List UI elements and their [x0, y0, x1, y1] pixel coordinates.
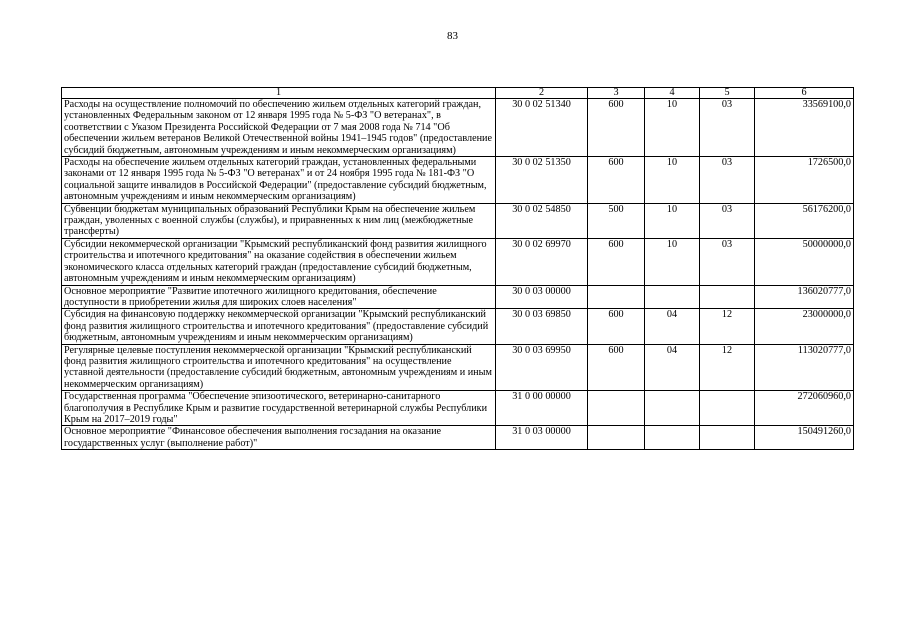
row-col4 [645, 426, 700, 450]
row-col3: 600 [588, 238, 645, 285]
row-amount: 56176200,0 [755, 203, 854, 238]
row-amount: 150491260,0 [755, 426, 854, 450]
row-col5: 12 [700, 309, 755, 344]
row-description: Основное мероприятие "Развитие ипотечного жилищного кредитования, обеспечение доступности в приобретении жилья для широких слоев населения" [62, 285, 496, 309]
row-col5 [700, 285, 755, 309]
row-code: 31 0 00 00000 [496, 391, 588, 426]
row-col5: 03 [700, 238, 755, 285]
row-amount: 33569100,0 [755, 99, 854, 157]
row-code: 30 0 03 69950 [496, 344, 588, 391]
row-col3 [588, 285, 645, 309]
row-col3 [588, 426, 645, 450]
row-col4: 10 [645, 99, 700, 157]
row-col5 [700, 391, 755, 426]
row-description: Основное мероприятие "Финансовое обеспечения выполнения госзадания на оказание государственных услуг (выполнение работ)" [62, 426, 496, 450]
row-col4 [645, 391, 700, 426]
column-header-3: 3 [588, 88, 645, 99]
row-amount: 23000000,0 [755, 309, 854, 344]
row-col4: 04 [645, 344, 700, 391]
table-row [62, 391, 854, 426]
row-code: 30 0 02 51350 [496, 157, 588, 204]
table-row [62, 344, 854, 391]
table-row [62, 238, 854, 285]
row-code: 30 0 03 00000 [496, 285, 588, 309]
row-col3: 600 [588, 157, 645, 204]
row-description: Государственная программа "Обеспечение эпизоотического, ветеринарно-санитарного благополучия в Республике Крым и развитие государственной ветеринарной службы Республики Крым на 2017–2019 годы" [62, 391, 496, 426]
column-header-1: 1 [62, 88, 496, 99]
row-col4 [645, 285, 700, 309]
table-row [62, 285, 854, 309]
column-header-4: 4 [645, 88, 700, 99]
column-header-6: 6 [755, 88, 854, 99]
row-amount: 113020777,0 [755, 344, 854, 391]
row-col4: 10 [645, 157, 700, 204]
column-header-5: 5 [700, 88, 755, 99]
table-header-row [62, 88, 854, 99]
row-code: 31 0 03 00000 [496, 426, 588, 450]
table-row [62, 203, 854, 238]
row-description: Субсидия на финансовую поддержку некоммерческой организации "Крымский республиканский фонд развития жилищного строительства и ипотечного кредитования" (предоставление субсидий бюджетным, автономным учреждениям и иным некоммерческим организациям) [62, 309, 496, 344]
row-description: Регулярные целевые поступления некоммерческой организации "Крымский республиканский фонд развития жилищного строительства и ипотечного кредитования" на осуществление уставной деятельности (предоставление субсидий бюджетным, автономным учреждениям и иным некоммерческим организациям) [62, 344, 496, 391]
row-col5: 03 [700, 99, 755, 157]
page-number: 83 [447, 30, 458, 42]
table-row [62, 309, 854, 344]
row-col5: 03 [700, 203, 755, 238]
row-col5: 12 [700, 344, 755, 391]
row-col4: 10 [645, 203, 700, 238]
row-description: Субвенции бюджетам муниципальных образований Республики Крым на обеспечение жильем граждан, уволенных с военной службы (службы), и приравненных к ним лиц (межбюджетные трансферты) [62, 203, 496, 238]
row-col4: 10 [645, 238, 700, 285]
row-col3: 600 [588, 309, 645, 344]
row-description: Субсидии некоммерческой организации "Крымский республиканский фонд развития жилищного строительства и ипотечного кредитования" на оказание содействия в обеспечении жильем экономического класса отдельных категорий граждан (предоставление субсидий бюджетным, автономным учреждениям и иным некоммерческим организациям) [62, 238, 496, 285]
row-col4: 04 [645, 309, 700, 344]
row-description: Расходы на обеспечение жильем отдельных категорий граждан, установленных федеральными законами от 12 января 1995 года № 5-ФЗ "О ветеранах" и от 24 ноября 1995 года № 181-ФЗ "О социальной защите инвалидов в Российской Федерации" (предоставление субсидий бюджетным, автономным учреждениям и иным некоммерческим организациям) [62, 157, 496, 204]
row-amount: 50000000,0 [755, 238, 854, 285]
table-row [62, 157, 854, 204]
budget-table [61, 87, 854, 450]
row-amount: 1726500,0 [755, 157, 854, 204]
row-amount: 136020777,0 [755, 285, 854, 309]
column-header-2: 2 [496, 88, 588, 99]
row-code: 30 0 02 54850 [496, 203, 588, 238]
row-col3: 600 [588, 99, 645, 157]
row-col5: 03 [700, 157, 755, 204]
row-col3 [588, 391, 645, 426]
row-col3: 600 [588, 344, 645, 391]
row-amount: 272060960,0 [755, 391, 854, 426]
row-col3: 500 [588, 203, 645, 238]
row-code: 30 0 03 69850 [496, 309, 588, 344]
row-code: 30 0 02 69970 [496, 238, 588, 285]
row-col5 [700, 426, 755, 450]
row-code: 30 0 02 51340 [496, 99, 588, 157]
table-row [62, 426, 854, 450]
table-row [62, 99, 854, 157]
row-description: Расходы на осуществление полномочий по обеспечению жильем отдельных категорий граждан, установленных Федеральным законом от 12 января 1995 года № 5-ФЗ "О ветеранах", в соответствии с Указом Президента Российской Федерации от 7 мая 2008 года № 714 "Об обеспечении жильем ветеранов Великой Отечественной войны 1941–1945 годов" (предоставление субсидий бюджетным, автономным учреждениям и иным некоммерческим организациям) [62, 99, 496, 157]
